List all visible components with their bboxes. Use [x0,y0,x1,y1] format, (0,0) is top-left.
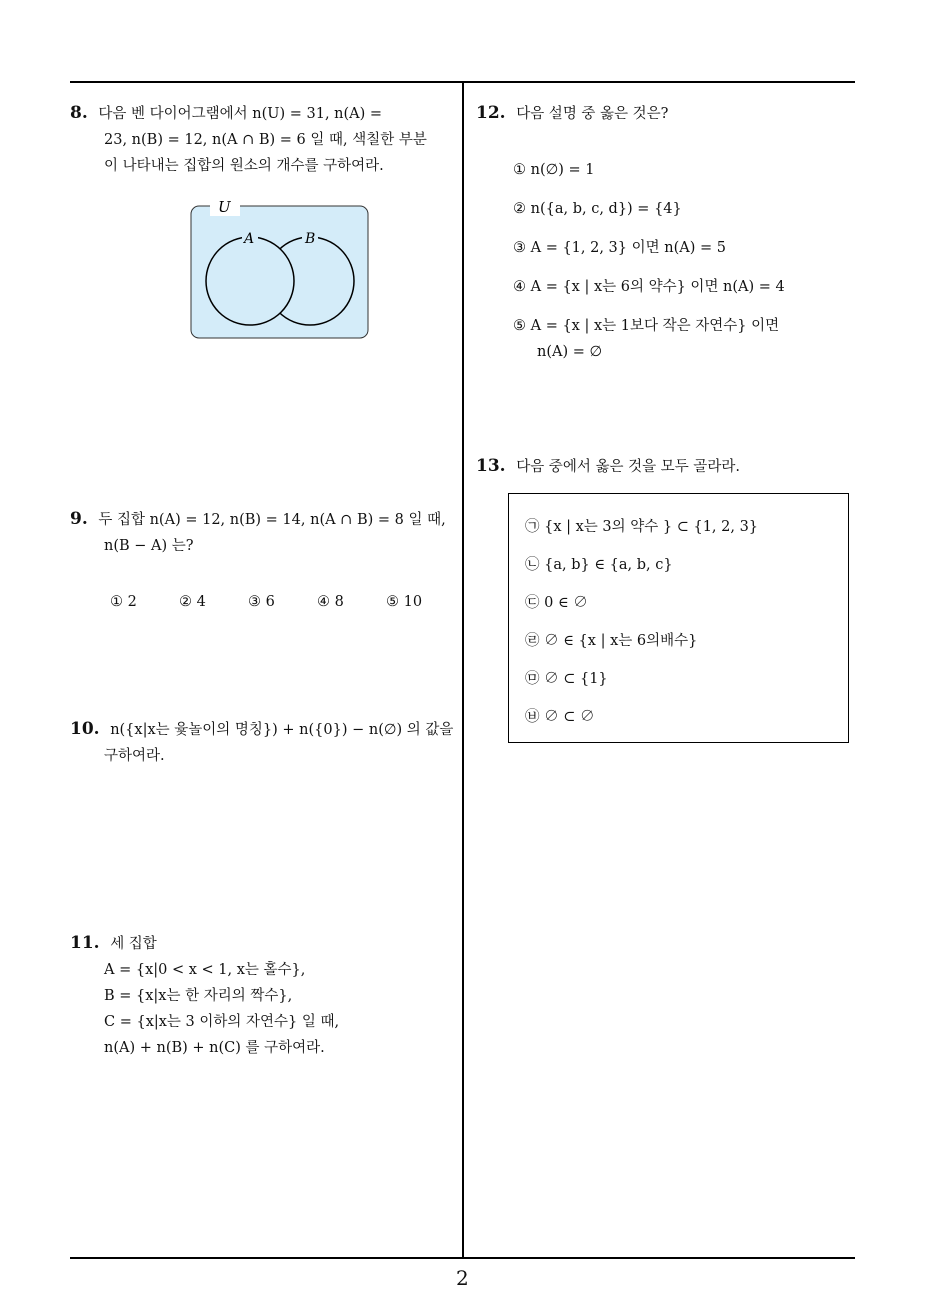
question-text-line: 세 집합 [110,936,157,952]
statement-6: ㉥ ∅ ⊂ ∅ [525,709,595,725]
option-3[interactable]: ③ A = {1, 2, 3} 이면 n(A) = 5 [513,240,726,256]
question-10 [70,716,455,769]
universe-label: U [218,198,231,216]
option-1[interactable]: ① n(∅) = 1 [513,162,595,178]
statement-1: ㉠ {x | x는 3의 약수 } ⊂ {1, 2, 3} [525,519,759,535]
question-number: 11. [70,933,100,953]
statement-box [508,493,849,743]
question-12 [476,100,861,378]
question-text-line: B = {x|x는 한 자리의 짝수}, [104,988,293,1004]
question-number: 12. [476,103,506,123]
question-number: 13. [476,456,506,476]
set-b-label: B [305,231,316,247]
statement-5: ㉤ ∅ ⊂ {1} [525,671,608,687]
question-text-line: 구하여라. [104,748,165,764]
choice-5[interactable]: ⑤ 10 [386,594,423,610]
question-text-line: n(A) + n(B) + n(C) 를 구하여라. [104,1040,325,1056]
option-2[interactable]: ② n({a, b, c, d}) = {4} [513,201,682,217]
venn-diagram [190,198,370,340]
statement-4: ㉣ ∅ ∈ {x | x는 6의배수} [525,633,698,649]
choice-4[interactable]: ④ 8 [317,594,344,610]
question-text-line: 다음 설명 중 옳은 것은? [516,106,669,122]
question-number: 9. [70,509,88,529]
question-9 [70,506,455,615]
choice-3[interactable]: ③ 6 [248,594,275,610]
column-divider [462,81,464,1259]
question-11 [70,930,455,1061]
option-list [476,157,861,365]
question-text-line: n({x|x는 윷놀이의 명칭}) + n({0}) − n(∅) 의 값을 [110,722,454,738]
page-number: 2 [456,1266,469,1290]
question-number: 8. [70,103,88,123]
question-text-line: 다음 벤 다이어그램에서 n(U) = 31, n(A) = [98,106,383,122]
set-a-label: A [244,231,255,247]
answer-choices [70,589,455,615]
question-13 [476,453,861,480]
question-text-line: 23, n(B) = 12, n(A ∩ B) = 6 일 때, 색칠한 부분 [104,132,427,148]
option-5-text: ⑤ A = {x | x는 1보다 작은 자연수} 이면 [513,318,780,334]
option-5-continuation: n(A) = ∅ [537,344,603,360]
choice-2[interactable]: ② 4 [179,594,206,610]
question-number: 10. [70,719,100,739]
choice-1[interactable]: ① 2 [110,594,137,610]
question-text-line: C = {x|x는 3 이하의 자연수} 일 때, [104,1014,340,1030]
question-text-line: n(B − A) 는? [104,538,194,554]
statement-2: ㉡ {a, b} ∈ {a, b, c} [525,557,673,573]
question-text-line: A = {x|0 < x < 1, x는 홀수}, [104,962,306,978]
option-5[interactable] [513,313,861,365]
set-a-circle [206,237,294,325]
bottom-rule [70,1257,855,1259]
question-text-line: 이 나타내는 집합의 원소의 개수를 구하여라. [104,158,384,174]
question-text-line: 두 집합 n(A) = 12, n(B) = 14, n(A ∩ B) = 8 일 때, [98,512,446,528]
question-text-line: 다음 중에서 옳은 것을 모두 골라라. [516,459,740,475]
question-8 [70,100,455,179]
option-4[interactable]: ④ A = {x | x는 6의 약수} 이면 n(A) = 4 [513,279,785,295]
statement-3: ㉢ 0 ∈ ∅ [525,595,588,611]
